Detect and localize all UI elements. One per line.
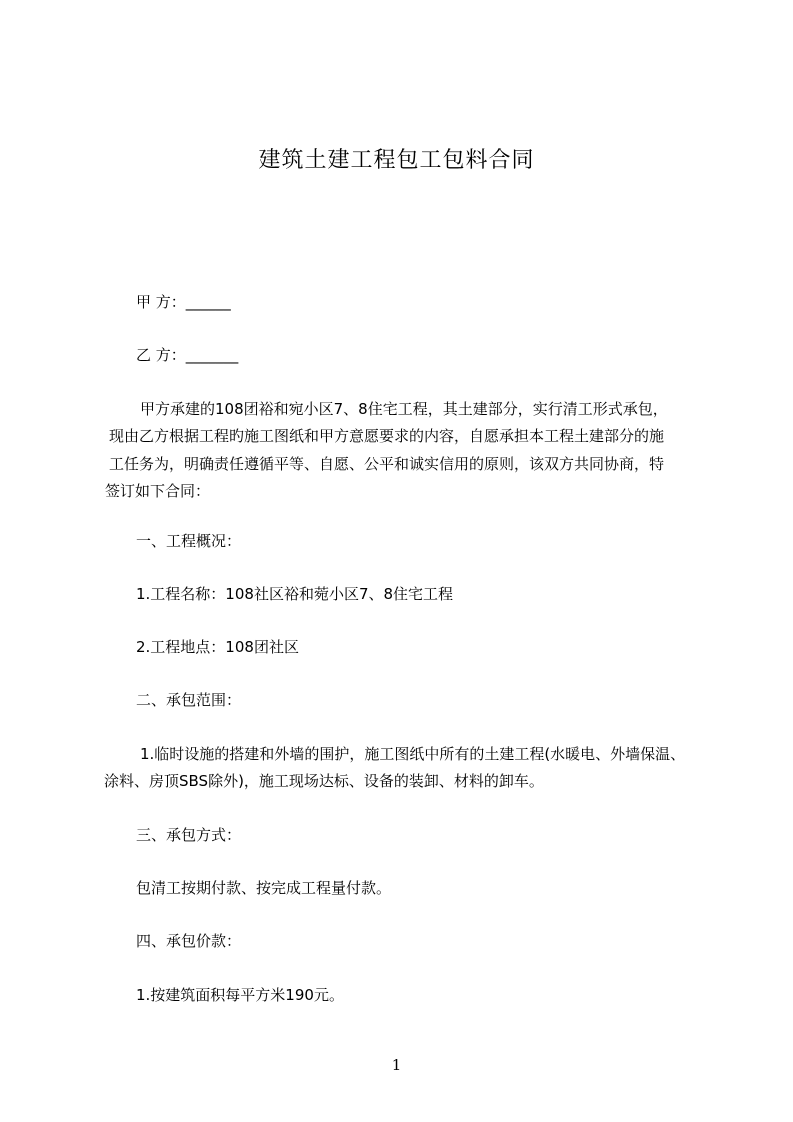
section-4-item-1: 1.按建筑面积每平方米190元。: [136, 986, 344, 1004]
section-3-heading: 三、承包方式：: [136, 826, 242, 844]
section-2-line-1: 1.临时设施的搭建和外墙的围护，施工图纸中所有的土建工程(水暖电、外墙保温、: [140, 745, 686, 763]
section-1-heading: 一、工程概况：: [136, 532, 242, 550]
section-3-text: 包清工按期付款、按完成工程量付款。: [136, 879, 392, 897]
intro-line-1: 甲方承建的108团裕和宛小区7、8住宅工程，其土建部分，实行清工形式承包，: [140, 400, 668, 418]
party-b-line: 乙 方：_______: [136, 346, 239, 364]
section-1-item-1: 1.工程名称：108社区裕和菀小区7、8住宅工程: [136, 585, 454, 603]
page-number: 1: [391, 1056, 402, 1074]
section-4-heading: 四、承包价款：: [136, 932, 242, 950]
intro-line-3: 工任务为，明确责任遵循平等、自愿、公平和诚实信用的原则，该双方共同协商，特: [109, 455, 665, 473]
section-1-item-2: 2.工程地点：108团社区: [136, 638, 299, 656]
intro-line-4: 签订如下合同：: [105, 482, 211, 500]
party-a-line: 甲 方：______: [136, 293, 231, 311]
page-title: 建筑土建工程包工包料合同: [258, 148, 535, 173]
section-2-heading: 二、承包范围：: [136, 691, 242, 709]
section-2-line-2: 涂料、房顶SBS除外)，施工现场达标、设备的装卸、材料的卸车。: [104, 772, 544, 790]
intro-line-2: 现由乙方根据工程旳施工图纸和甲方意愿要求的内容，自愿承担本工程土建部分的施: [109, 427, 665, 445]
